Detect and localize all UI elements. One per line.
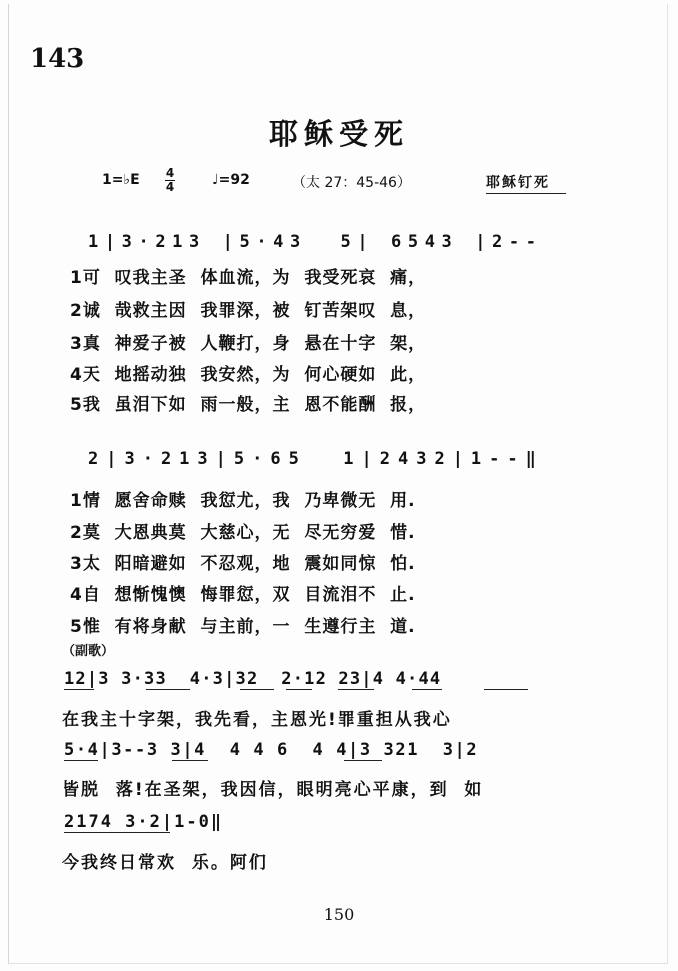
hymn-number: 143	[30, 44, 85, 74]
chorus-line3-lyrics: 今我终日常欢 乐。阿们	[62, 853, 268, 873]
tune-name-underline	[486, 193, 566, 194]
section2-lyric-verse1: 1情 愿舍命赎 我愆尤，我 乃卑微无 用.	[70, 491, 416, 511]
page-number: 150	[323, 905, 355, 924]
beam-underline	[240, 689, 274, 690]
beam-underline	[344, 760, 382, 761]
beam-underline	[64, 832, 170, 833]
hymn-title: 耶稣受死	[268, 117, 409, 151]
beam-underline	[338, 689, 374, 690]
chorus-line2-notes: 5·4|3--3 3|4 4 4 6 4 4|3 321 3|2	[64, 740, 479, 760]
section1-lyric-verse5: 5我 虽泪下如 雨一般，主 恩不能酬 报，	[70, 395, 427, 415]
chorus-label: （副歌）	[62, 644, 115, 659]
section1-notes: 1|3·213 |5·43 5| 6543 |2--	[88, 232, 543, 252]
beam-underline	[412, 689, 442, 690]
chorus-line2-lyrics: 皆脱 落!在圣架，我因信，眼明亮心平康，到 如	[62, 780, 484, 800]
beam-underline	[64, 689, 94, 690]
section2-lyric-verse2: 2莫 大恩典莫 大慈心，无 尽无穷爱 惜.	[70, 523, 416, 543]
tune-name: 耶稣钉死	[486, 175, 550, 191]
scripture-reference: （太 27：45-46）	[292, 175, 411, 191]
beam-underline	[484, 689, 528, 690]
beam-underline	[146, 689, 190, 690]
section2-notes: 2|3·213|5·65 1|2432|1--‖	[88, 449, 544, 469]
section2-lyric-verse5: 5惟 有将身献 与主前，一 生遵行主 道.	[70, 617, 416, 637]
key-signature: 1=♭E	[102, 172, 140, 188]
section1-lyric-verse2: 2诚 哉救主因 我罪深，被 钉苦架叹 息，	[70, 301, 427, 321]
section1-lyric-verse3: 3真 神爱子被 人鞭打，身 悬在十字 架，	[70, 334, 427, 354]
time-signature	[163, 167, 177, 194]
tempo-marking: ♩=92	[212, 172, 250, 188]
section2-lyric-verse4: 4自 想惭愧懊 悔罪愆，双 目流泪不 止.	[70, 585, 416, 605]
section1-lyric-verse1: 1可 叹我主圣 体血流，为 我受死哀 痛，	[70, 268, 427, 288]
beam-underline	[172, 760, 208, 761]
time-signature-top: 4	[165, 166, 175, 180]
chorus-line1-notes: 12|3 3·33 4·3|32 2·12 23|4 4·44	[64, 669, 442, 689]
section2-lyric-verse3: 3太 阳暗避如 不忍观，地 震如同惊 怕.	[70, 554, 416, 574]
chorus-line3-notes: 2174 3·2|1-0‖	[64, 812, 224, 832]
chorus-line1-lyrics: 在我主十字架，我先看，主恩光!罪重担从我心	[62, 710, 452, 730]
beam-underline	[286, 689, 312, 690]
section1-lyric-verse4: 4天 地摇动独 我安然，为 何心硬如 此，	[70, 365, 427, 385]
time-signature-bottom: 4	[165, 180, 175, 194]
beam-underline	[64, 760, 98, 761]
